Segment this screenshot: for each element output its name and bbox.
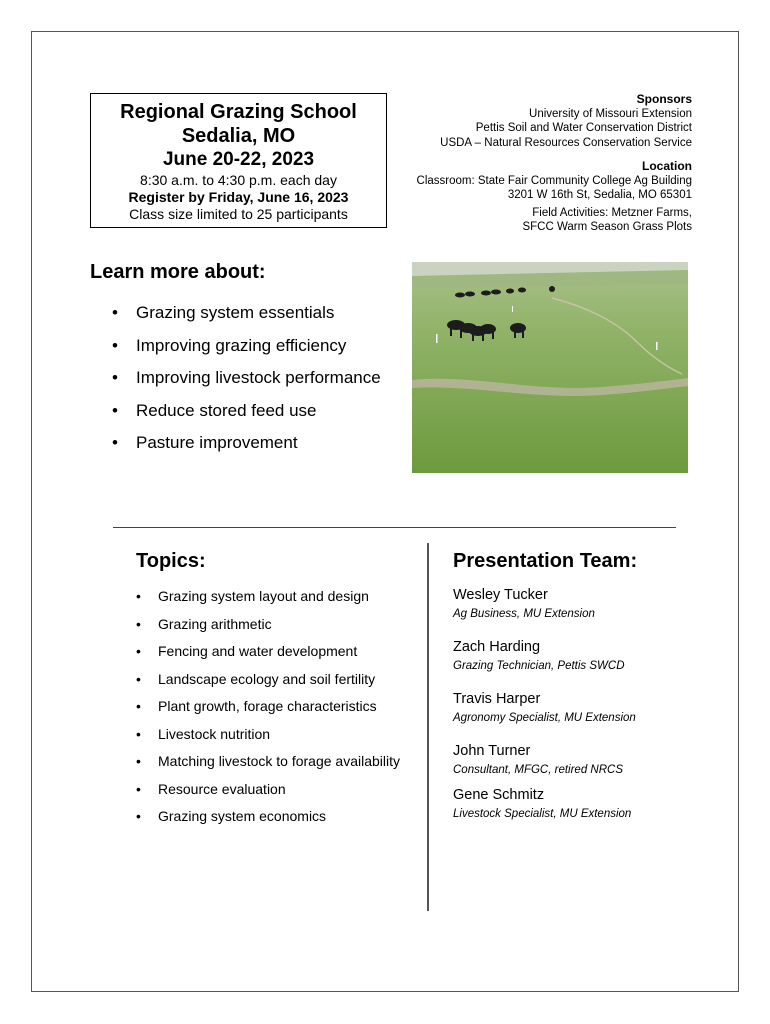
class-size-note: Class size limited to 25 participants xyxy=(129,206,348,222)
list-item: • Landscape ecology and soil fertility xyxy=(136,666,400,694)
bullet-icon: • xyxy=(136,670,141,687)
member-role: Livestock Specialist, MU Extension xyxy=(453,808,632,820)
list-item: • Grazing system essentials xyxy=(112,297,381,330)
presentation-team-list xyxy=(453,584,636,836)
list-item: • Grazing arithmetic xyxy=(136,611,400,639)
learn-more-list xyxy=(112,297,381,460)
event-hours: 8:30 a.m. to 4:30 p.m. each day xyxy=(140,172,337,188)
event-info-box xyxy=(90,93,387,228)
location-address: 3201 W 16th St, Sedalia, MO 65301 xyxy=(507,189,692,201)
field-activities-line1: Field Activities: Metzner Farms, xyxy=(532,206,692,219)
member-name: Wesley Tucker xyxy=(453,587,548,603)
bullet-icon: • xyxy=(136,753,141,769)
pasture-cattle-photo xyxy=(412,262,688,473)
event-title xyxy=(91,100,386,148)
list-item: • Resource evaluation xyxy=(136,776,400,804)
member-role: Ag Business, MU Extension xyxy=(453,608,595,620)
member-name: Zach Harding xyxy=(453,639,541,655)
list-item: • Improving grazing efficiency xyxy=(112,330,381,363)
list-item: • Matching livestock to forage availability xyxy=(136,748,400,776)
bullet-icon: • xyxy=(136,780,141,797)
topics-list xyxy=(136,583,400,831)
list-item: • Livestock nutrition xyxy=(136,721,400,749)
bullet-icon: • xyxy=(136,615,141,632)
list-item: • Plant growth, forage characteristics xyxy=(136,693,400,721)
sponsor-item: Pettis Soil and Water Conservation District xyxy=(475,122,692,134)
presentation-team-heading: Presentation Team: xyxy=(453,550,638,572)
sponsor-item: USDA – Natural Resources Conservation Service xyxy=(440,136,692,149)
field-activities-line2: SFCC Warm Season Grass Plots xyxy=(522,221,692,233)
sponsors-location-block xyxy=(380,92,692,235)
list-item: • Grazing system layout and design xyxy=(136,583,400,611)
team-member xyxy=(453,740,636,778)
section-divider xyxy=(113,527,676,528)
member-name: Gene Schmitz xyxy=(453,787,545,803)
list-item: • Reduce stored feed use xyxy=(112,395,381,428)
bullet-icon: • xyxy=(136,725,141,742)
member-role: Grazing Technician, Pettis SWCD xyxy=(453,660,625,672)
location-classroom: Classroom: State Fair Community College Ag Building xyxy=(416,174,692,187)
event-dates: June 20-22, 2023 xyxy=(162,149,315,170)
topics-heading: Topics: xyxy=(136,550,206,572)
register-deadline: Register by Friday, June 16, 2023 xyxy=(128,189,349,205)
team-member xyxy=(453,688,636,726)
bullet-icon: • xyxy=(136,808,141,824)
member-role: Agronomy Specialist, MU Extension xyxy=(453,712,636,724)
bullet-icon: • xyxy=(112,368,118,387)
column-divider xyxy=(427,543,429,911)
bullet-icon: • xyxy=(112,303,118,322)
member-name: John Turner xyxy=(453,743,531,759)
sponsors-heading: Sponsors xyxy=(636,92,692,106)
list-item: • Fencing and water development xyxy=(136,638,400,666)
event-title-line1: Regional Grazing School xyxy=(120,101,357,123)
location-heading: Location xyxy=(642,159,692,173)
event-title-line2: Sedalia, MO xyxy=(181,125,296,147)
bullet-icon: • xyxy=(136,698,141,714)
list-item: • Pasture improvement xyxy=(112,427,381,460)
bullet-icon: • xyxy=(136,643,141,659)
team-member xyxy=(453,584,636,622)
team-member xyxy=(453,636,636,674)
sponsor-item: University of Missouri Extension xyxy=(529,107,692,120)
bullet-icon: • xyxy=(112,400,118,420)
team-member xyxy=(453,784,636,822)
learn-more-heading: Learn more about: xyxy=(90,261,266,283)
bullet-icon: • xyxy=(136,588,141,604)
member-name: Travis Harper xyxy=(453,691,541,707)
list-item: • Grazing system economics xyxy=(136,803,400,831)
member-role: Consultant, MFGC, retired NRCS xyxy=(453,764,623,776)
bullet-icon: • xyxy=(112,433,118,452)
list-item: • Improving livestock performance xyxy=(112,362,381,395)
bullet-icon: • xyxy=(112,335,118,355)
